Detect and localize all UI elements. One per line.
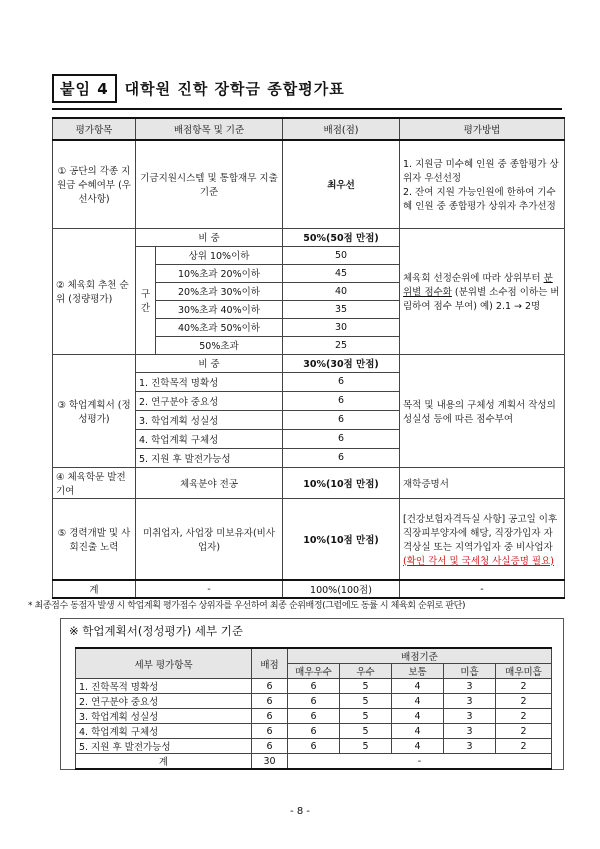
row5-item: ⑤ 경력개발 및 사회진출 노력 (53, 498, 136, 580)
detail-header-criteria: 배점기준 (288, 648, 552, 664)
detail-value: 2 (496, 739, 552, 754)
total-label: 계 (53, 580, 136, 598)
title-rule (52, 108, 562, 110)
table-row (76, 724, 552, 739)
row4-criteria: 체육분야 전공 (136, 467, 283, 498)
row2-method-detail: (분위별 소수점 이하는 버림하여 점수 부여) 예) 2.1 → 2명 (403, 287, 560, 312)
table-row (76, 739, 552, 754)
total-criteria: - (136, 580, 283, 598)
detail-value: 3 (444, 694, 496, 709)
detail-value: 6 (288, 724, 340, 739)
level-header: 매우우수 (288, 664, 340, 679)
row1-score: 최우선 (283, 140, 400, 228)
row4-score: 10%(10점 만점) (283, 467, 400, 498)
total-row (53, 580, 565, 598)
level-header: 보통 (392, 664, 444, 679)
table-row (53, 354, 565, 372)
detail-value: 4 (392, 709, 444, 724)
band-label: 10%초과 20%이하 (156, 264, 283, 282)
row5-criteria: 미취업자, 사업장 미보유자(비사업자) (136, 498, 283, 580)
level-header: 매우미흡 (496, 664, 552, 679)
row5-score: 10%(10점 만점) (283, 498, 400, 580)
detail-value: 4 (392, 739, 444, 754)
evaluation-table (52, 117, 565, 599)
band-label: 상위 10%이하 (156, 246, 283, 264)
row2-method (400, 228, 565, 354)
detail-item-score: 6 (252, 709, 288, 724)
detail-total-score: 30 (252, 754, 288, 770)
row3-weight-label: 비 중 (136, 354, 283, 372)
band-score: 50 (283, 246, 400, 264)
row1-item: ① 공단의 각종 지원금 수혜여부 (우선사항) (53, 140, 136, 228)
table-row (53, 228, 565, 246)
col-header-score: 배점(점) (283, 118, 400, 140)
row2-weight-value: 50%(50점 만점) (283, 228, 400, 246)
detail-header-row (76, 648, 552, 664)
table-row (76, 694, 552, 709)
detail-item-label: 5. 지원 후 발전가능성 (76, 739, 252, 754)
band-score: 25 (283, 336, 400, 354)
detail-total-row (76, 754, 552, 770)
detail-total-rest: - (288, 754, 552, 770)
level-header: 우수 (340, 664, 392, 679)
row1-method (400, 140, 565, 228)
level-header: 미흡 (444, 664, 496, 679)
attachment-badge: 붙임 4 (52, 74, 117, 103)
detail-item-score: 6 (252, 694, 288, 709)
row3-weight-value: 30%(30점 만점) (283, 354, 400, 372)
row2-item: ② 체육회 추천 순위 (정량평가) (53, 228, 136, 354)
plan-item-label: 5. 지원 후 발전가능성 (136, 448, 283, 467)
row1-method-line2: 2. 잔여 지원 가능인원에 한하여 기수혜 인원 중 종합평가 상위자 추가선정 (403, 187, 556, 213)
band-label: 30%초과 40%이하 (156, 300, 283, 318)
band-score: 35 (283, 300, 400, 318)
band-label: 40%초과 50%이하 (156, 318, 283, 336)
row3-item: ③ 학업계획서 (정성평가) (53, 354, 136, 467)
detail-item-score: 6 (252, 739, 288, 754)
detail-value: 4 (392, 724, 444, 739)
plan-item-score: 6 (283, 429, 400, 448)
page-title: 대학원 진학 장학금 종합평가표 (124, 80, 345, 98)
detail-value: 6 (288, 739, 340, 754)
detail-value: 2 (496, 709, 552, 724)
row2-weight-label: 비 중 (136, 228, 283, 246)
plan-item-label: 1. 진학목적 명확성 (136, 372, 283, 391)
footnote: * 최종점수 동점자 발생 시 학업계획 평가점수 상위자를 우선하여 최종 순위배정(그럼에도 동률 시 체육회 순위로 판단) (28, 601, 466, 611)
detail-value: 2 (496, 694, 552, 709)
detail-total-label: 계 (76, 754, 252, 770)
row3-method: 목적 및 내용의 구체성 계획서 작성의 성실성 등에 따른 점수부여 (400, 354, 565, 467)
detail-value: 3 (444, 739, 496, 754)
detail-value: 6 (288, 679, 340, 694)
plan-item-score: 6 (283, 391, 400, 410)
detail-criteria-table (75, 647, 552, 770)
col-header-criteria: 배점항목 및 기준 (136, 118, 283, 140)
row2-range-label: 구간 (136, 246, 156, 354)
detail-item-label: 2. 연구분야 중요성 (76, 694, 252, 709)
band-label: 50%초과 (156, 336, 283, 354)
col-header-method: 평가방법 (400, 118, 565, 140)
plan-item-score: 6 (283, 372, 400, 391)
plan-item-label: 3. 학업계획 성실성 (136, 410, 283, 429)
row2-method-emphasis: 분위별 점수화 (403, 273, 553, 298)
detail-item-label: 3. 학업계획 성실성 (76, 709, 252, 724)
detail-item-score: 6 (252, 724, 288, 739)
detail-value: 6 (288, 709, 340, 724)
table-row (53, 140, 565, 228)
detail-item-label: 1. 진학목적 명확성 (76, 679, 252, 694)
plan-item-score: 6 (283, 448, 400, 467)
detail-value: 3 (444, 679, 496, 694)
detail-value: 2 (496, 679, 552, 694)
detail-header-score: 배점 (252, 648, 288, 679)
band-score: 40 (283, 282, 400, 300)
band-label: 20%초과 30%이하 (156, 282, 283, 300)
detail-value: 3 (444, 724, 496, 739)
table-row (53, 467, 565, 498)
table-row (76, 709, 552, 724)
detail-value: 5 (340, 724, 392, 739)
detail-value: 6 (288, 694, 340, 709)
document-header (52, 74, 562, 110)
row5-method-requirement: (확인 각서 및 국세청 사실증명 필요) (403, 555, 554, 567)
table-header-row (53, 118, 565, 140)
row1-criteria: 기금지원시스템 및 통합재무 지출기준 (136, 140, 283, 228)
plan-item-label: 2. 연구분야 중요성 (136, 391, 283, 410)
detail-value: 5 (340, 739, 392, 754)
plan-item-score: 6 (283, 410, 400, 429)
page-number: - 8 - (290, 806, 310, 817)
detail-value: 5 (340, 679, 392, 694)
row4-method: 재학증명서 (400, 467, 565, 498)
row4-item: ④ 체육학문 발전기여 (53, 467, 136, 498)
detail-criteria-box (60, 618, 564, 770)
row1-method-line1: 1. 지원금 미수혜 인원 중 종합평가 상위자 우선선정 (403, 159, 559, 185)
total-score: 100%(100점) (283, 580, 400, 598)
row5-method (400, 498, 565, 580)
detail-value: 2 (496, 724, 552, 739)
detail-value: 4 (392, 679, 444, 694)
detail-value: 4 (392, 694, 444, 709)
row2-method-text: 체육회 선정순위에 따라 상위부터 (403, 273, 544, 284)
table-row (76, 679, 552, 694)
plan-item-label: 4. 학업계획 구체성 (136, 429, 283, 448)
detail-value: 3 (444, 709, 496, 724)
row5-method-text: [건강보험자격득실 사항] 공고일 이후 직장피부양자에 해당, 직장가입자 자격상실 또는 지역가입자 중 비사업자 (403, 513, 558, 553)
band-score: 30 (283, 318, 400, 336)
detail-value: 5 (340, 694, 392, 709)
detail-value: 5 (340, 709, 392, 724)
total-method: - (400, 580, 565, 598)
detail-item-label: 4. 학업계획 구체성 (76, 724, 252, 739)
detail-header-item: 세부 평가항목 (76, 648, 252, 679)
detail-item-score: 6 (252, 679, 288, 694)
detail-criteria-title: ※ 학업계획서(정성평가) 세부 기준 (69, 624, 243, 638)
table-row (53, 498, 565, 580)
band-score: 45 (283, 264, 400, 282)
col-header-item: 평가항목 (53, 118, 136, 140)
